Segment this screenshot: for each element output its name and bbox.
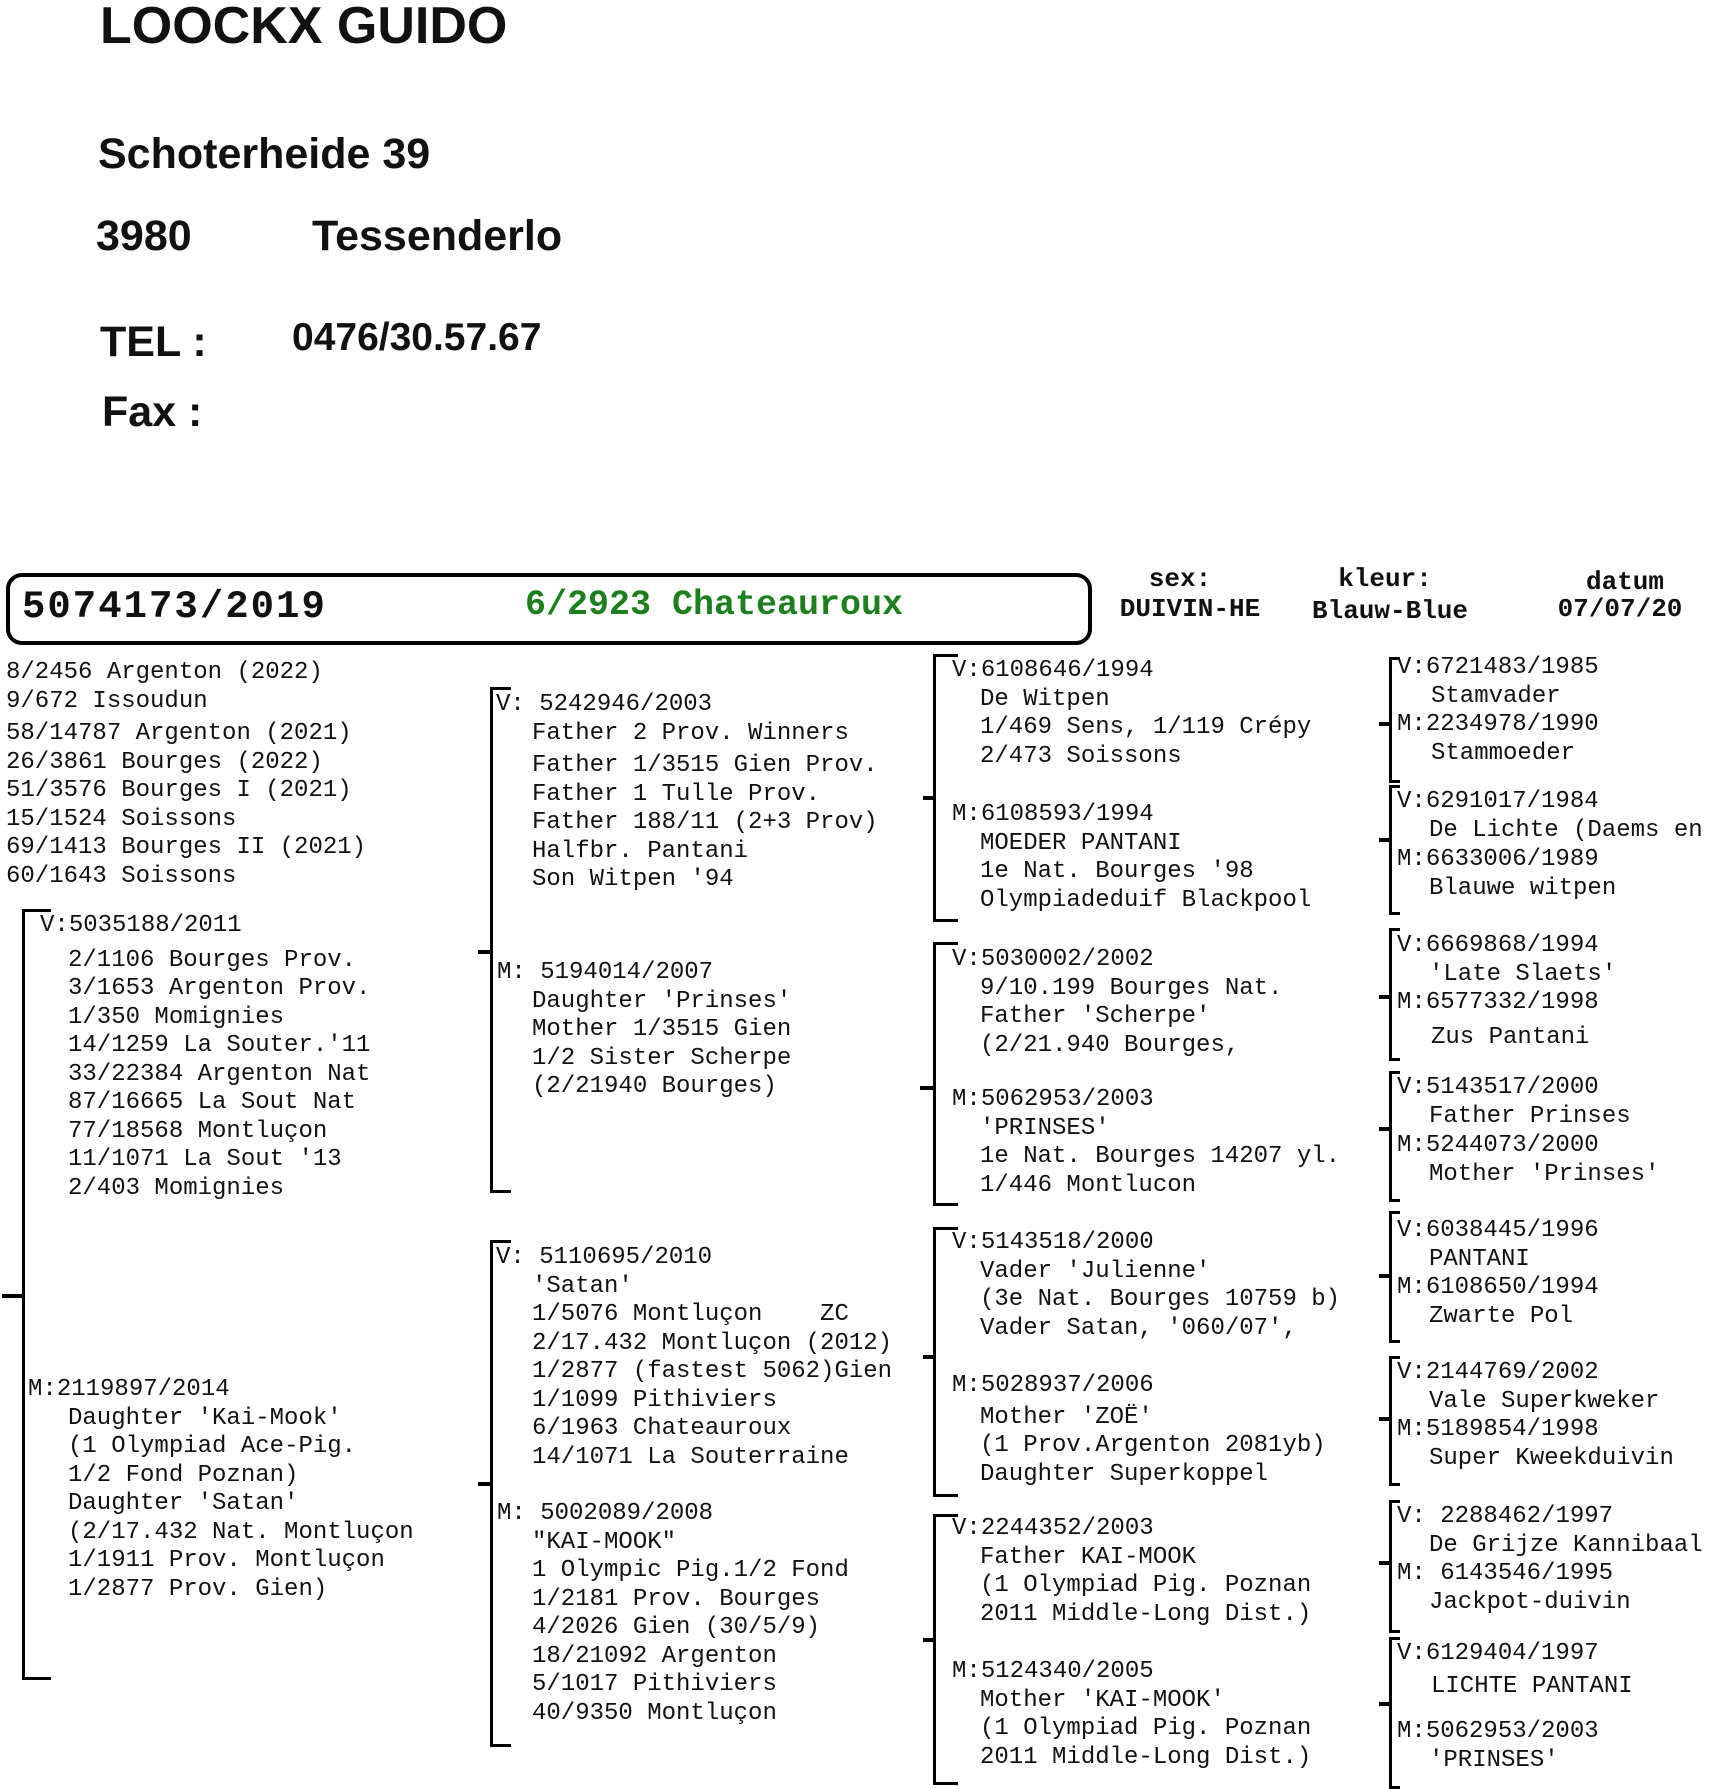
g3-line: 1e Nat. Bourges 14207 yl. xyxy=(980,1143,1341,1170)
g3-line: Vader Satan, '060/07', xyxy=(980,1314,1297,1342)
bracket-tick xyxy=(1379,1417,1391,1421)
g3-ring: 6108646/1994 xyxy=(980,657,1154,684)
g4-name: Stamvader xyxy=(1431,682,1561,710)
sire-label: V: xyxy=(40,912,69,939)
g4-ring: 5062953/2003 xyxy=(1425,1718,1599,1745)
g2-line: Daughter 'Prinses' xyxy=(532,987,792,1015)
sire-ring: 5035188/2011 xyxy=(68,912,242,939)
g3-line: 9/10.199 Bourges Nat. xyxy=(980,974,1283,1002)
result-line: 69/1413 Bourges II (2021) xyxy=(6,834,367,861)
g4-ring: 6108650/1994 xyxy=(1425,1274,1599,1301)
g4-entry-9 xyxy=(1397,1217,1599,1274)
sire-result: 14/1259 La Souter.'11 xyxy=(68,1032,371,1059)
g4-name: Father Prinses xyxy=(1429,1102,1631,1130)
g3-label: M: xyxy=(952,1372,981,1399)
g4-ring: 6669868/1994 xyxy=(1425,932,1599,959)
g4-entry-2 xyxy=(1397,711,1599,768)
result-line: 58/14787 Argenton (2021) xyxy=(6,720,352,747)
g4-name: 'Late Slaets' xyxy=(1429,960,1617,988)
sex-label: sex: xyxy=(1148,564,1212,594)
g4-entry-5 xyxy=(1397,932,1616,989)
g3-line: (1 Prov.Argenton 2081yb) xyxy=(980,1432,1326,1459)
bracket-tick xyxy=(1379,1274,1391,1278)
g2-line: Father 1/3515 Gien Prov. xyxy=(532,752,878,779)
dam-note: (1 Olympiad Ace-Pig. xyxy=(68,1433,357,1460)
sire-result: 11/1071 La Sout '13 xyxy=(68,1146,342,1173)
g3-ring: 2244352/2003 xyxy=(980,1515,1154,1542)
g3-line: 1/446 Montlucon xyxy=(980,1171,1197,1199)
g2-ring: 5242946/2003 xyxy=(539,691,713,718)
sire-result: 2/1106 Bourges Prov. xyxy=(68,946,357,974)
g4-label: M: xyxy=(1397,1132,1426,1159)
owner-street: Schoterheide 39 xyxy=(98,130,431,178)
g4-label: M: xyxy=(1397,1274,1426,1301)
g4-entry-14 xyxy=(1397,1560,1631,1617)
g3-ring: 5062953/2003 xyxy=(980,1086,1154,1113)
dam-note: Daughter 'Satan' xyxy=(68,1490,299,1517)
g4-label: V: xyxy=(1397,1503,1426,1530)
g4-name: PANTANI xyxy=(1429,1245,1530,1273)
g3-line: Vader 'Julienne' xyxy=(980,1257,1211,1285)
g4-label: V: xyxy=(1397,1217,1426,1244)
result-line: 8/2456 Argenton (2022) xyxy=(6,659,323,686)
bracket-tick xyxy=(923,1355,935,1359)
g3-label: V: xyxy=(952,1229,981,1256)
g3-line: Father 'Scherpe' xyxy=(980,1003,1211,1030)
result-line: 15/1524 Soissons xyxy=(6,805,237,833)
g3-line: (3e Nat. Bourges 10759 b) xyxy=(980,1286,1341,1313)
dam-note: Daughter 'Kai-Mook' xyxy=(68,1404,342,1432)
result-line: 60/1643 Soissons xyxy=(6,862,237,890)
g3-line: De Witpen xyxy=(980,685,1110,713)
g4-ring: 6633006/1989 xyxy=(1425,846,1599,873)
g4-label: M: xyxy=(1397,1718,1426,1745)
g4-entry-1 xyxy=(1397,654,1599,711)
g2-line: 18/21092 Argenton xyxy=(532,1642,777,1670)
g3-entry-7 xyxy=(952,1515,1311,1629)
bracket-tick xyxy=(2,1294,24,1298)
sire-result: 87/16665 La Sout Nat xyxy=(68,1089,357,1116)
bracket-tick xyxy=(1379,838,1391,842)
g3-line: 1e Nat. Bourges '98 xyxy=(980,858,1254,885)
g3-entry-4 xyxy=(952,1086,1340,1200)
g3-line: MOEDER PANTANI xyxy=(980,829,1182,857)
tel-number: 0476/30.57.67 xyxy=(292,316,542,359)
g3-label: V: xyxy=(952,946,981,973)
g2-line: 1/1099 Pithiviers xyxy=(532,1386,777,1414)
sire xyxy=(40,912,370,1203)
g2-line: 1/2181 Prov. Bourges xyxy=(532,1585,821,1613)
g4-ring: 5143517/2000 xyxy=(1425,1074,1599,1101)
g4-name: Zus Pantani xyxy=(1431,1023,1590,1051)
dam-note: (2/17.432 Nat. Montluçon xyxy=(68,1518,414,1546)
dam-note: 1/2 Fond Poznan) xyxy=(68,1461,299,1489)
result-line: 9/672 Issoudun xyxy=(6,687,208,715)
g3-ring: 6108593/1994 xyxy=(980,801,1154,828)
best-result: 6/2923 Chateauroux xyxy=(525,585,904,625)
g4-ring: 5189854/1998 xyxy=(1425,1416,1599,1443)
g2-label: M: xyxy=(497,1500,526,1527)
g2-line: 'Satan' xyxy=(532,1272,633,1300)
g2-ring: 5002089/2008 xyxy=(540,1500,714,1527)
g2-line: 1/5076 Montluçon ZC xyxy=(532,1301,849,1328)
g3-line: (1 Olympiad Pig. Poznan xyxy=(980,1715,1312,1742)
bracket-tick xyxy=(478,950,492,954)
g4-entry-6 xyxy=(1397,989,1599,1052)
g2-line: Mother 1/3515 Gien xyxy=(532,1016,792,1043)
g4-label: V: xyxy=(1397,788,1426,815)
g3-line: 2011 Middle-Long Dist.) xyxy=(980,1600,1312,1628)
g2-line: Father 2 Prov. Winners xyxy=(532,719,849,747)
result-line: 26/3861 Bourges (2022) xyxy=(6,748,323,776)
g3-line: Olympiadeduif Blackpool xyxy=(980,886,1312,914)
sire-result: 33/22384 Argenton Nat xyxy=(68,1060,371,1088)
tel-label: TEL : xyxy=(100,318,207,366)
sex-value: DUIVIN-HE xyxy=(1119,594,1261,624)
g4-label: V: xyxy=(1397,654,1426,681)
bracket-tick xyxy=(1379,1702,1391,1706)
grandsire-paternal xyxy=(496,691,878,895)
g2-label: V: xyxy=(496,1244,525,1271)
g2-line: 6/1963 Chateauroux xyxy=(532,1415,792,1442)
g4-name: Zwarte Pol xyxy=(1429,1302,1574,1330)
g4-name: Super Kweekduivin xyxy=(1429,1444,1674,1472)
g3-label: M: xyxy=(952,1658,981,1685)
g2-ring: 5194014/2007 xyxy=(540,959,714,986)
sire-result: 77/18568 Montluçon xyxy=(68,1117,328,1145)
g4-label: M: xyxy=(1397,846,1426,873)
g2-line: 1/2 Sister Scherpe xyxy=(532,1044,792,1072)
sire-result: 1/350 Momignies xyxy=(68,1003,285,1031)
g3-label: M: xyxy=(952,801,981,828)
g4-entry-16 xyxy=(1397,1718,1599,1775)
g4-ring: 6721483/1985 xyxy=(1425,654,1599,681)
g3-label: M: xyxy=(952,1086,981,1113)
g2-line: 1/2877 (fastest 5062)Gien xyxy=(532,1358,893,1385)
bracket-tick xyxy=(1379,1561,1391,1565)
g4-label: V: xyxy=(1397,1359,1426,1386)
g3-entry-2 xyxy=(952,801,1311,915)
g3-ring: 5143518/2000 xyxy=(980,1229,1154,1256)
g3-line: 2/473 Soissons xyxy=(980,742,1182,770)
g3-line: Father KAI-MOOK xyxy=(980,1543,1197,1571)
g4-label: M: xyxy=(1397,989,1426,1016)
g4-name: Jackpot-duivin xyxy=(1429,1588,1631,1616)
g4-ring: 5244073/2000 xyxy=(1425,1132,1599,1159)
bracket-tick xyxy=(923,796,935,800)
pigeon-results xyxy=(6,659,366,891)
g4-label: V: xyxy=(1397,1640,1426,1667)
g3-entry-6 xyxy=(952,1372,1326,1489)
g4-label: M: xyxy=(1397,1560,1426,1587)
g3-label: V: xyxy=(952,1515,981,1542)
dam-ring: 2119897/2014 xyxy=(56,1376,230,1403)
g4-ring: 2234978/1990 xyxy=(1425,711,1599,738)
g3-entry-8 xyxy=(952,1658,1311,1772)
result-line: 51/3576 Bourges I (2021) xyxy=(6,777,352,804)
g4-ring: 6038445/1996 xyxy=(1425,1217,1599,1244)
g3-entry-3 xyxy=(952,946,1282,1060)
g2-line: Son Witpen '94 xyxy=(532,866,734,893)
g3-line: Mother 'KAI-MOOK' xyxy=(980,1686,1225,1714)
g4-ring: 6143546/1995 xyxy=(1440,1560,1614,1587)
g2-line: 4/2026 Gien (30/5/9) xyxy=(532,1614,821,1641)
dam-note: 1/2877 Prov. Gien) xyxy=(68,1575,328,1603)
g3-line: (2/21.940 Bourges, xyxy=(980,1031,1240,1059)
color-label: kleur: xyxy=(1338,564,1432,594)
g4-entry-13 xyxy=(1397,1503,1703,1560)
g4-label: V: xyxy=(1397,932,1426,959)
g3-label: V: xyxy=(952,657,981,684)
bracket-tick xyxy=(920,1086,935,1090)
g2-line: Halfbr. Pantani xyxy=(532,837,749,865)
g2-line: 1 Olympic Pig.1/2 Fond xyxy=(532,1557,849,1584)
g4-ring: 6129404/1997 xyxy=(1425,1640,1599,1667)
sire-result: 3/1653 Argenton Prov. xyxy=(68,975,371,1002)
g4-entry-11 xyxy=(1397,1359,1659,1416)
g4-entry-3 xyxy=(1397,788,1703,845)
g4-name: Mother 'Prinses' xyxy=(1429,1160,1660,1188)
g3-ring: 5028937/2006 xyxy=(980,1372,1154,1399)
g2-line: (2/21940 Bourges) xyxy=(532,1073,777,1100)
g4-ring: 2144769/2002 xyxy=(1425,1359,1599,1386)
g4-label: M: xyxy=(1397,711,1426,738)
g4-entry-12 xyxy=(1397,1416,1674,1473)
g3-line: 2011 Middle-Long Dist.) xyxy=(980,1743,1312,1771)
g2-line: Father 1 Tulle Prov. xyxy=(532,780,821,808)
g3-line: 'PRINSES' xyxy=(980,1114,1110,1142)
bracket-tick xyxy=(1379,1127,1391,1131)
g3-entry-5 xyxy=(952,1229,1340,1343)
g4-name: Stammoeder xyxy=(1431,739,1576,767)
g3-ring: 5030002/2002 xyxy=(980,946,1154,973)
g3-ring: 5124340/2005 xyxy=(980,1658,1154,1685)
g4-label: V: xyxy=(1397,1074,1426,1101)
g4-entry-4 xyxy=(1397,846,1616,903)
owner-city: Tessenderlo xyxy=(312,212,563,260)
g4-name: 'PRINSES' xyxy=(1429,1746,1559,1774)
g2-line: 40/9350 Montluçon xyxy=(532,1699,777,1727)
granddam-maternal xyxy=(497,1500,849,1728)
dam xyxy=(28,1376,414,1604)
date-label: datum xyxy=(1585,567,1664,597)
g2-ring: 5110695/2010 xyxy=(539,1244,713,1271)
date-value: 07/07/20 xyxy=(1557,594,1683,624)
g3-line: Daughter Superkoppel xyxy=(980,1460,1269,1488)
sire-result: 2/403 Momignies xyxy=(68,1174,285,1202)
g4-ring: 2288462/1997 xyxy=(1440,1503,1614,1530)
g4-entry-15 xyxy=(1397,1640,1633,1701)
g2-line: 5/1017 Pithiviers xyxy=(532,1671,777,1698)
bracket-tick xyxy=(923,1638,935,1642)
fax-label: Fax : xyxy=(102,388,203,436)
grandsire-maternal xyxy=(496,1244,892,1472)
ring-number: 5074173/2019 xyxy=(22,585,327,629)
g2-line: "KAI-MOOK" xyxy=(532,1528,677,1556)
g4-ring: 6577332/1998 xyxy=(1425,989,1599,1016)
g4-entry-8 xyxy=(1397,1132,1659,1189)
g3-line: Mother 'ZOË' xyxy=(980,1403,1153,1431)
owner-name: LOOCKX GUIDO xyxy=(100,0,508,55)
g3-line: 1/469 Sens, 1/119 Crépy xyxy=(980,714,1312,741)
bracket-tick xyxy=(1379,995,1391,999)
g2-line: 14/1071 La Souterraine xyxy=(532,1443,849,1471)
dam-label: M: xyxy=(28,1376,57,1403)
bracket-tick xyxy=(478,1482,492,1486)
g2-label: M: xyxy=(497,959,526,986)
g4-name: De Grijze Kannibaal xyxy=(1429,1531,1703,1559)
g2-line: Father 188/11 (2+3 Prov) xyxy=(532,809,878,836)
g3-entry-1 xyxy=(952,657,1311,771)
g4-name: LICHTE PANTANI xyxy=(1431,1672,1633,1700)
granddam-paternal xyxy=(497,959,791,1102)
g3-line: (1 Olympiad Pig. Poznan xyxy=(980,1572,1312,1599)
g2-label: V: xyxy=(496,691,525,718)
bracket-tick xyxy=(1379,722,1391,726)
g4-entry-10 xyxy=(1397,1274,1599,1331)
g4-label: M: xyxy=(1397,1416,1426,1443)
g4-entry-7 xyxy=(1397,1074,1631,1131)
owner-postcode: 3980 xyxy=(96,212,192,260)
g2-line: 2/17.432 Montluçon (2012) xyxy=(532,1329,893,1357)
g4-ring: 6291017/1984 xyxy=(1425,788,1599,815)
dam-note: 1/1911 Prov. Montluçon xyxy=(68,1547,385,1574)
g4-name: De Lichte (Daems en xyxy=(1429,816,1703,844)
g4-name: Vale Superkweker xyxy=(1429,1387,1660,1415)
g4-name: Blauwe witpen xyxy=(1429,874,1617,902)
color-value: Blauw-Blue xyxy=(1311,596,1469,626)
